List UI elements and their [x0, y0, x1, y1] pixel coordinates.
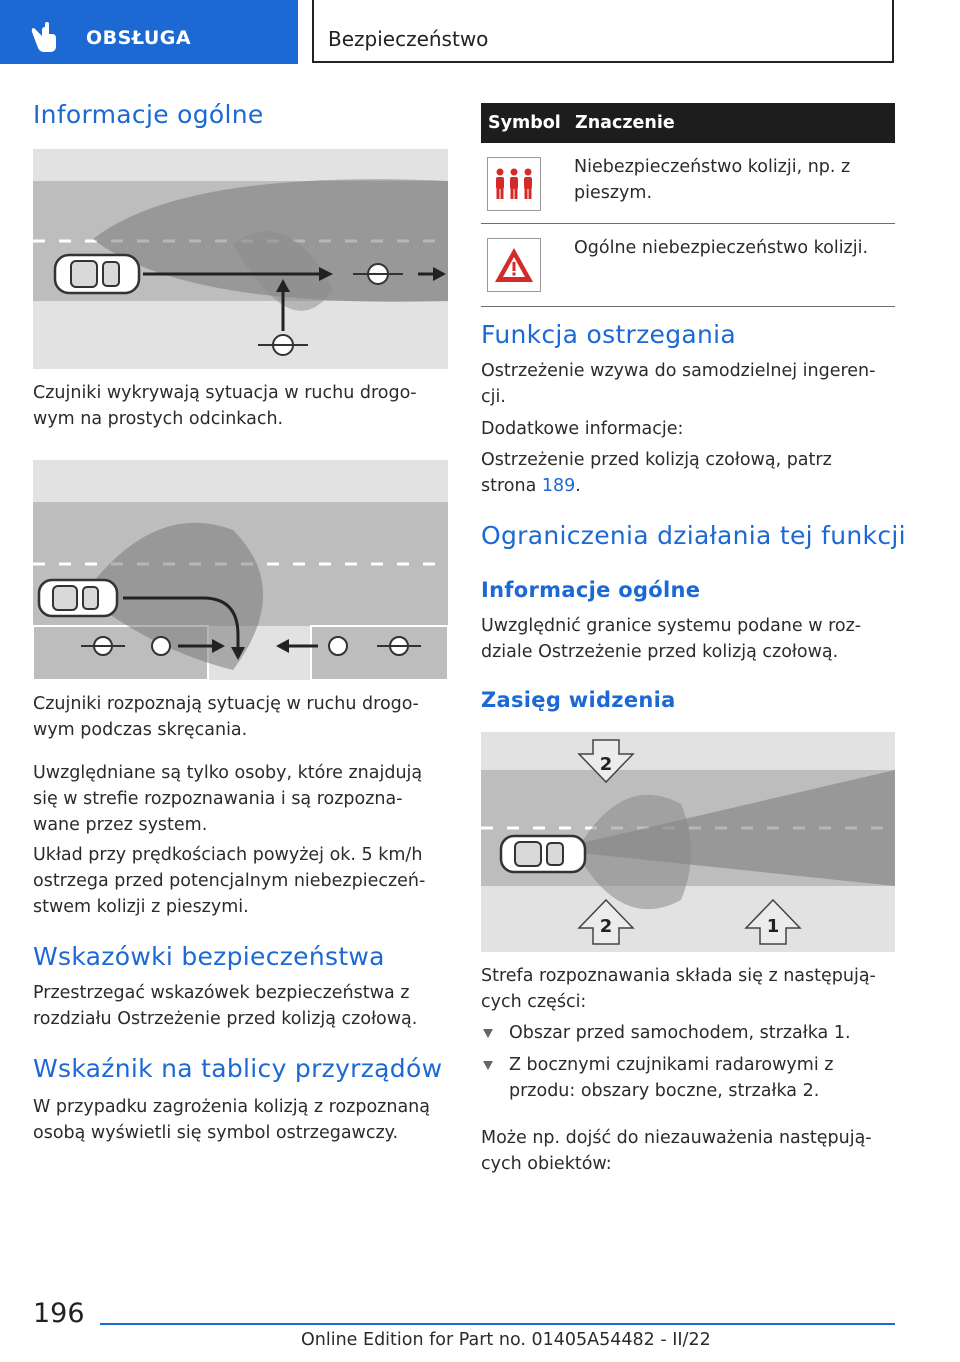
table-row [481, 224, 895, 307]
heading-warning-function: Funkcja ostrzegania [481, 320, 737, 349]
figure-straight-road [33, 149, 448, 369]
heading-general-info: Informacje ogólne [33, 100, 264, 129]
meaning-general: Ogólne niebezpieczeństwo kolizji. [568, 224, 895, 307]
list-item: Obszar przed samochodem, strzałka 1. [481, 1020, 895, 1046]
column-header-meaning: Znaczenie [568, 103, 895, 143]
warning-triangle-icon [487, 238, 541, 292]
paragraph-speed: Układ przy prędkościach powyżej ok. 5 km/h ostrzega przed potencjalnym niebezpieczeń‐ stwem kolizji z pieszymi. [33, 845, 426, 917]
page-number: 196 [33, 1298, 85, 1329]
footer-edition: Online Edition for Part no. 01405A54482 - II/22 [301, 1330, 711, 1350]
heading-limitations: Ograniczenia działania tej funkcji [481, 521, 906, 550]
heading-safety: Wskazówki bezpieczeństwa [33, 942, 385, 971]
paragraph-detection-zone: Uwzględniane są tylko osoby, które znajdują się w strefie rozpoznawania i są rozpozna‐ wane przez system. [33, 763, 423, 835]
list-item: Z bocznymi czujnikami radarowymi z przodu: obszary boczne, strzałka 2. [481, 1052, 895, 1104]
arrow-label-2-bottom: 2 [599, 916, 613, 937]
chapter-title: Bezpieczeństwo [328, 27, 489, 51]
chapter-header [312, 0, 894, 63]
car-icon [501, 836, 585, 872]
bullet-triangle-icon [483, 1029, 493, 1038]
pedestrians-warning-icon [487, 157, 541, 211]
figure-field-of-view [481, 732, 895, 952]
figure-turning [33, 460, 448, 680]
column-header-symbol: Symbol [481, 103, 568, 143]
zone-parts-list [481, 1020, 895, 1110]
paragraph-undetected-objects: Może np. dojść do niezauważenia następują‐ cych obiektów: [481, 1128, 872, 1174]
page-reference-link[interactable]: 189 [541, 476, 576, 496]
meaning-pedestrian: Niebezpieczeństwo kolizji, np. z pieszym. [568, 143, 895, 224]
hand-pointer-icon [30, 22, 64, 52]
paragraph-warning-action: Ostrzeżenie wzywa do samodzielnej ingeren‐ cji. [481, 361, 876, 407]
car-icon [55, 255, 139, 293]
section-tab [0, 0, 298, 64]
section-title: OBSŁUGA [86, 27, 192, 49]
table-row [481, 143, 895, 224]
paragraph-see-page: Ostrzeżenie przed kolizją czołową, patrz strona 189. [481, 450, 832, 496]
heading-general-info-2: Informacje ogólne [481, 578, 701, 602]
bullet-triangle-icon [483, 1061, 493, 1070]
caption-turning: Czujniki rozpoznają sytuację w ruchu drogo‐ wym podczas skręcania. [33, 694, 419, 740]
arrow-label-1: 1 [766, 916, 780, 937]
paragraph-indicator: W przypadku zagrożenia kolizją z rozpoznaną osobą wyświetli się symbol ostrzegawczy. [33, 1097, 430, 1143]
heading-indicator: Wskaźnik na tablicy przyrządów [33, 1054, 443, 1083]
paragraph-additional-info: Dodatkowe informacje: [481, 419, 684, 439]
symbol-table [481, 103, 895, 307]
footer-divider [100, 1323, 895, 1325]
car-icon [39, 580, 117, 616]
caption-straight: Czujniki wykrywają sytuacja w ruchu drogo‐ wym na prostych odcinkach. [33, 383, 417, 429]
paragraph-system-limits: Uwzględnić granice systemu podane w roz‐ dziale Ostrzeżenie przed kolizją czołową. [481, 616, 862, 662]
paragraph-zone-parts: Strefa rozpoznawania składa się z następują‐ cych części: [481, 966, 876, 1012]
heading-field-of-view: Zasięg widzenia [481, 688, 676, 712]
arrow-label-2-top: 2 [599, 754, 613, 775]
paragraph-safety: Przestrzegać wskazówek bezpieczeństwa z rozdziału Ostrzeżenie przed kolizją czołową. [33, 983, 418, 1029]
